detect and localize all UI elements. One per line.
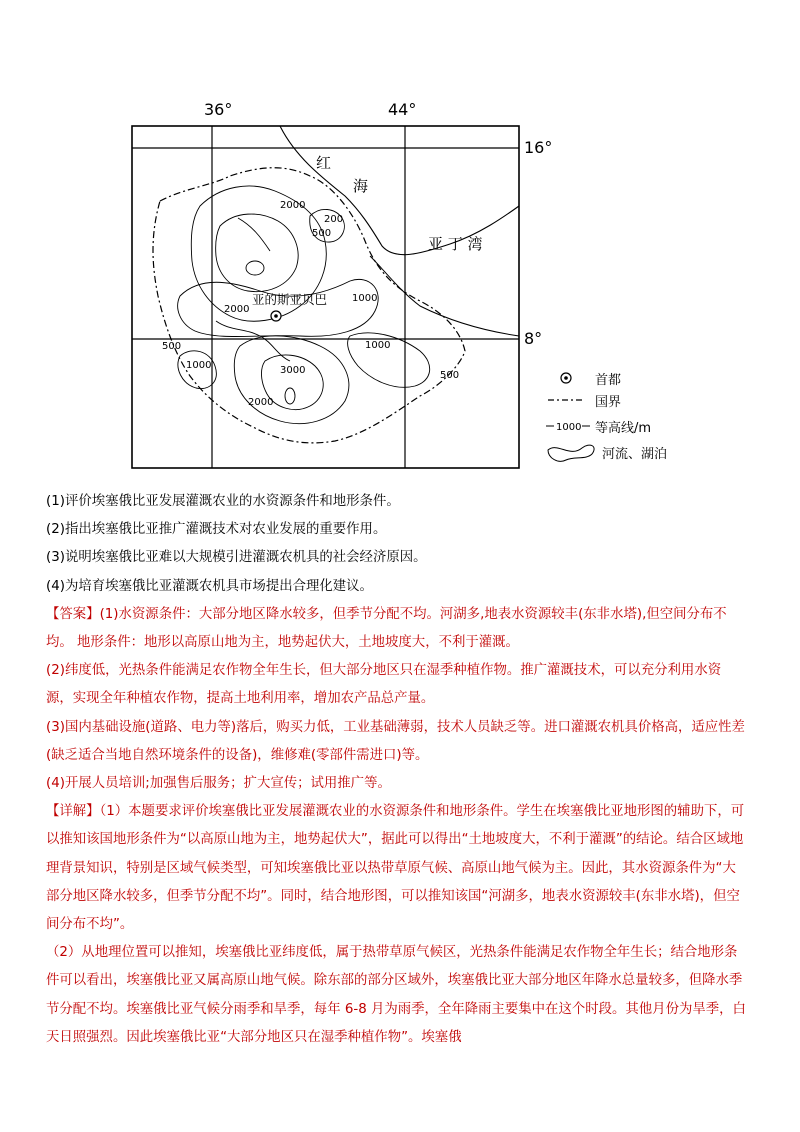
longitude-label-44: 44°: [388, 100, 417, 119]
rift-lake: [285, 388, 295, 404]
contour-label: 2000: [248, 397, 274, 408]
question-item: (1)评价埃塞俄比亚发展灌溉农业的水资源条件和地形条件。: [46, 494, 400, 509]
answer-paragraph-4: (4)开展人员培训;加强售后服务；扩大宣传；试用推广等。: [46, 776, 391, 792]
gulf-of-aden-label: 亚 丁 湾: [428, 235, 483, 253]
red-sea-label-2: 海: [353, 177, 369, 195]
detail-heading: 【详解】: [46, 804, 100, 820]
question-item: (3)说明埃塞俄比亚难以大规模引进灌溉农机具的社会经济原因。: [46, 550, 427, 566]
contour-label: 3000: [280, 365, 306, 376]
answer-text-1: (1)水资源条件：大部分地区降水较多，但季节分配不均。河湖多,地表水资源较丰(东非水塔),但空间分布不均。 地形条件：地形以高原山地为主，地势起伏大，土地坡度大，不利于灌溉。: [46, 606, 727, 651]
legend-contour-sample: 1000: [556, 422, 582, 433]
capital-label: 亚的斯亚贝巴: [252, 292, 328, 307]
legend-river-label: 河流、湖泊: [602, 447, 668, 462]
contour-inner-north: [216, 214, 298, 292]
contour-label: 500: [162, 341, 182, 352]
contour-label: 1000: [352, 293, 378, 304]
legend-contour-label: 等高线/m: [595, 421, 652, 436]
lake-tana: [246, 261, 264, 275]
contour-label: 200: [324, 214, 344, 225]
latitude-label-16: 16°: [524, 138, 553, 157]
ethiopia-terrain-map: [120, 96, 720, 478]
legend-capital-label: 首都: [595, 373, 622, 388]
detail-paragraph-1: [46, 798, 746, 939]
contour-2000-south: [234, 336, 349, 424]
question-block: [46, 488, 746, 1052]
contour-label: 500: [312, 228, 332, 239]
contour-label: 2000: [280, 200, 306, 211]
question-item: (2)指出埃塞俄比亚推广灌溉技术对农业发展的重要作用。: [46, 522, 387, 538]
contour-label: 1000: [365, 340, 391, 351]
contour-label: 1000: [186, 360, 212, 371]
contour-label: 500: [440, 370, 460, 381]
capital-dot: [274, 314, 278, 318]
river-1: [216, 321, 290, 361]
detail-text-1: （1）本题要求评价埃塞俄比亚发展灌溉农业的水资源条件和地形条件。学生在埃塞俄比亚地形图的辅助下，可以推知该国地形条件为“以高原山地为主，地势起伏大”，据此可以得出“土地坡度大，不利于灌溉”的结论。结合区域地理背景知识，特别是区域气候类型，可知埃塞俄比亚以热带草原气候、高原山地气候为主。因此，其水资源条件为“大部分地区降水较多，但季节分配不均”。同时，结合地形图，可以推知该国“河湖多，地表水资源较丰(东非水塔)，但空间分布不均”。: [46, 804, 745, 933]
contour-1000-mid: [178, 279, 378, 336]
contour-label: 2000: [224, 304, 250, 315]
question-item: (4)为培育埃塞俄比亚灌溉农机具市场提出合理化建议。: [46, 578, 373, 594]
answer-paragraph-3: (3)国内基础设施(道路、电力等)落后，购买力低，工业基础薄弱，技术人员缺乏等。进口灌溉农机具价格高，适应性差(缺乏适合当地自然环境条件的设备)，维修难(零部件需进口)等。: [46, 719, 745, 763]
river-2: [238, 218, 270, 251]
legend-river-icon: [548, 445, 594, 461]
red-sea-label-1: 红: [316, 154, 332, 172]
map-svg: [120, 96, 720, 478]
map-legend: [546, 373, 594, 461]
latitude-label-8: 8°: [524, 329, 543, 348]
legend-border-label: 国界: [595, 395, 622, 410]
answer-heading: 【答案】: [46, 606, 100, 622]
answer-paragraph-2: (2)纬度低，光热条件能满足农作物全年生长，但大部分地区只在湿季种植作物。推广灌溉技术，可以充分利用水资源，实现全年种植农作物，提高土地利用率，增加农产品总产量。: [46, 663, 722, 707]
detail-paragraph-2: （2）从地理位置可以推知，埃塞俄比亚纬度低，属于热带草原气候区，光热条件能满足农作物全年生长；结合地形条件可以看出，埃塞俄比亚又属高原山地气候。除东部的部分区域外，埃塞俄比亚大部分地区年降水总量较多，但降水季节分配不均。埃塞俄比亚气候分雨季和旱季，每年 6-8 月为雨季，全年降雨主要集中在这个时段。其他月份为旱季，白天日照强烈。因此埃塞俄比亚“大部分地区只在湿季种植作物”。埃塞俄: [46, 945, 746, 1045]
longitude-label-36: 36°: [204, 100, 233, 119]
answer-paragraph-1: [46, 601, 746, 657]
somalia-coast: [370, 256, 519, 336]
